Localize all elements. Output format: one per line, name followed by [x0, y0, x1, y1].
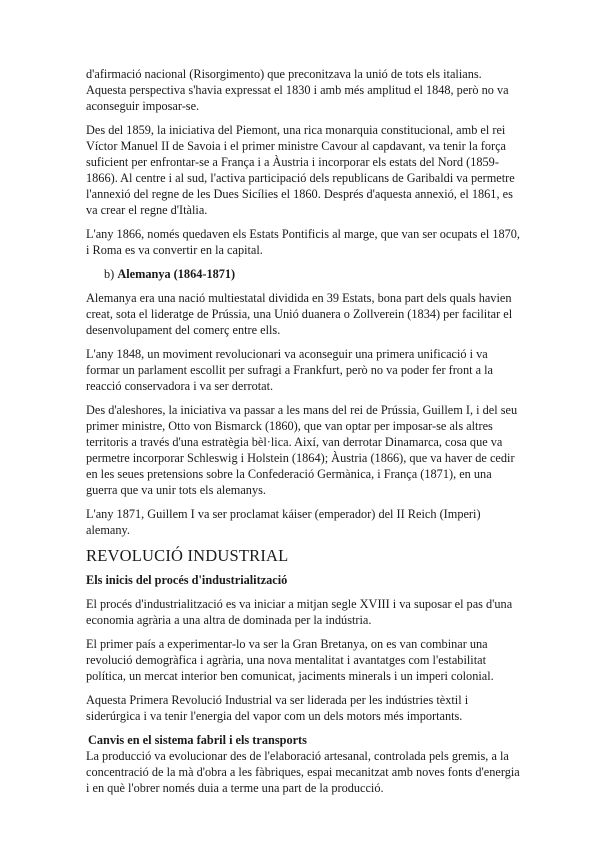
paragraph-roma-capital: L'any 1866, només quedaven els Estats Pontificis al marge, que van ser ocupats el 1870, i Roma es va convertir en la capital. [86, 227, 520, 257]
section-title: REVOLUCIÓ INDUSTRIAL [86, 546, 289, 565]
subsection-label: b) [104, 267, 115, 281]
paragraph-industry-start: El procés d'industrialització es va iniciar a mitjan segle XVIII i va suposar el pas d'una economia agrària a una altra de dominada per la indústria. [86, 597, 513, 627]
paragraph-industry-britain: El primer país a experimentar-lo va ser la Gran Bretanya, on es van combinar una revolució demogràfica i agrària, una nova mentalitat i avantatges com l'estabilitat política, un mercat interior ben comunicat, jaciments minerals i un imperi colonial. [86, 637, 494, 683]
paragraph-piemont: Des del 1859, la iniciativa del Piemont, una rica monarquia constitucional, amb el rei Víctor Manuel II de Savoia i el primer ministre Cavour al capdavant, va tenir la força suficient per enfrontar-se a França i a Àustria i incorporar els estats del Nord (1859-1866). Al centre i al sud, l'activa participació dels republicans de Garibaldi va permetre l'annexió del regne de les Dues Sicílies el 1860. Després d'aquesta annexió, el 1861, es va crear el regne d'Itàlia. [86, 123, 515, 217]
paragraph-germany-1848: L'any 1848, un moviment revolucionari va aconseguir una primera unificació i va formar un parlament escollit per sufragi a Frankfurt, però no va poder fer front a la reacció conservadora i va ser derrotat. [86, 347, 494, 393]
paragraph-germany-multistate: Alemanya era una nació multiestatal dividida en 39 Estats, bona part dels quals havien creat, sota el lideratge de Prússia, una Unió duanera o Zollverein (1834) per facilitar el desenvolupament del comerç entre ells. [86, 291, 513, 337]
paragraph-industry-first: Aquesta Primera Revolució Industrial va ser liderada per les indústries tèxtil i siderúrgica i va tenir l'energia del vapor com un dels motors més importants. [86, 693, 469, 723]
subheading-canvis: Canvis en el sistema fabril i els transports [88, 733, 307, 747]
paragraph-risorgimento: d'afirmació nacional (Risorgimento) que preconitzava la unió de tots els italians. Aquesta perspectiva s'havia expressat el 1830 i amb més amplitud el 1848, però no va aconseguir imposar-se. [86, 67, 509, 113]
paragraph-germany-bismarck: Des d'aleshores, la iniciativa va passar a les mans del rei de Prússia, Guillem I, i del seu primer ministre, Otto von Bismarck (1860), que van optar per imposar-se als altres territoris a través d'una estratègia bèl·lica. Així, van derrotar Dinamarca, cosa que va permetre incorporar Schleswig i Holstein (1864); Àustria (1866), que va haver de cedir en les seues pretensions sobre la Confederació Germànica, i França (1871), en una guerra que va unir tots els alemanys. [86, 403, 518, 497]
subsection-heading-germany [104, 266, 520, 282]
paragraph-production: La producció va evolucionar des de l'elaboració artesanal, controlada pels gremis, a la concentració de la mà d'obra a les fàbriques, espai mecanitzat amb noves fonts d'energia i en què l'obrer només duia a terme una part de la producció. [86, 749, 520, 795]
subheading-inicis: Els inicis del procés d'industrialització [86, 573, 288, 587]
document-page [86, 66, 520, 796]
paragraph-germany-reich: L'any 1871, Guillem I va ser proclamat káiser (emperador) del II Reich (Imperi) alemany. [86, 507, 481, 537]
subsection-title: Alemanya (1864-1871) [117, 267, 236, 281]
